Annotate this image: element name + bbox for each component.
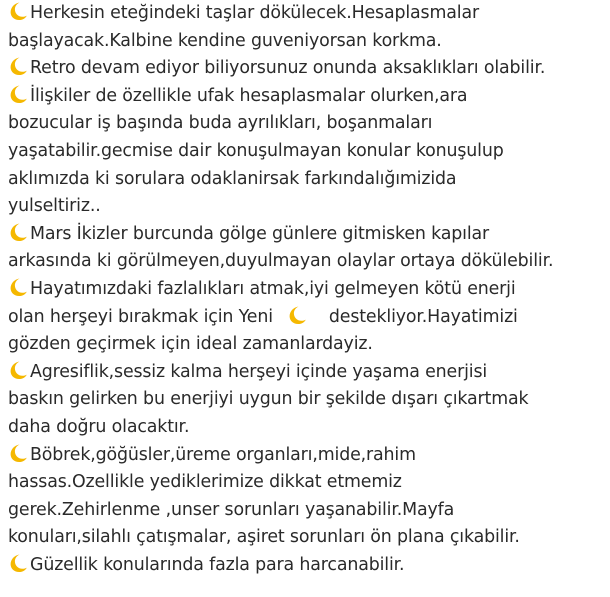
text-line: Agresiflik,sessiz kalma herşeyi içinde yaşama enerjisi (30, 361, 488, 382)
crescent-moon-icon (287, 305, 307, 325)
text-line: gerek.Zehirlenme ,unser sorunları yaşanabilir.Mayfa (8, 499, 455, 520)
text-line: daha doğru olacaktır. (8, 416, 190, 437)
paragraph-5 (8, 276, 606, 359)
text-line: baskın gelirken bu enerjiyi uygun bir şekilde dışarı çıkartmak (8, 389, 529, 410)
text-line: Retro devam ediyor biliyorsunuz onunda aksaklıkları olabilir. (30, 58, 546, 79)
text-line: yulseltiriz.. (8, 196, 101, 217)
text-line: Böbrek,göğüsler,üreme organları,mide,rahim (30, 444, 416, 465)
crescent-moon-icon (8, 84, 28, 104)
paragraph-6 (8, 359, 606, 442)
crescent-moon-icon (8, 360, 28, 380)
text-line: hassas.Ozellikle yediklerimize dikkat etmemiz (8, 472, 402, 493)
crescent-moon-icon (8, 277, 28, 297)
paragraph-1 (8, 0, 606, 55)
paragraph-4 (8, 221, 606, 276)
text-line: yaşatabilir.gecmise dair konuşulmayan konular konuşulup (8, 140, 504, 161)
text-line: Herkesin eteğindeki taşlar dökülecek.Hesaplasmalar (30, 3, 479, 23)
text-line: aklımızda ki sorulara odaklanirsak farkındalığımizida (8, 168, 457, 189)
paragraph-2 (8, 55, 606, 83)
text-line: destekliyor.Hayatimizi (328, 306, 518, 327)
text-line: Mars İkizler burcunda gölge günlere gitmisken kapılar (30, 223, 490, 244)
text-line: gözden geçirmek için ideal zamanlardayiz. (8, 334, 373, 355)
text-line: bozucular iş başında buda ayrılıkları, boşanmaları (8, 113, 433, 134)
crescent-moon-icon (8, 222, 28, 242)
post-body (8, 0, 606, 579)
text-line: Hayatımızdaki fazlalıkları atmak,iyi gelmeyen kötü enerji (30, 278, 516, 299)
text-line: olan herşeyi bırakmak için Yeni (8, 306, 273, 327)
text-line: başlayacak.Kalbine kendine guveniyorsan korkma. (8, 30, 442, 51)
crescent-moon-icon (8, 443, 28, 463)
text-line: İlişkiler de özellikle ufak hesaplasmalar olurken,ara (30, 85, 468, 106)
paragraph-3 (8, 83, 606, 221)
text-line: arkasında ki görülmeyen,duyulmayan olaylar ortaya dökülebilir. (8, 251, 554, 272)
paragraph-7 (8, 442, 606, 552)
text-line: konuları,silahlı çatışmalar, aşiret sorunları ön plana çıkabilir. (8, 527, 520, 548)
crescent-moon-icon (8, 56, 28, 76)
text-line: Güzellik konularında fazla para harcanabilir. (30, 554, 405, 575)
crescent-moon-icon (8, 1, 28, 21)
crescent-moon-icon (8, 553, 28, 573)
paragraph-8 (8, 552, 606, 580)
